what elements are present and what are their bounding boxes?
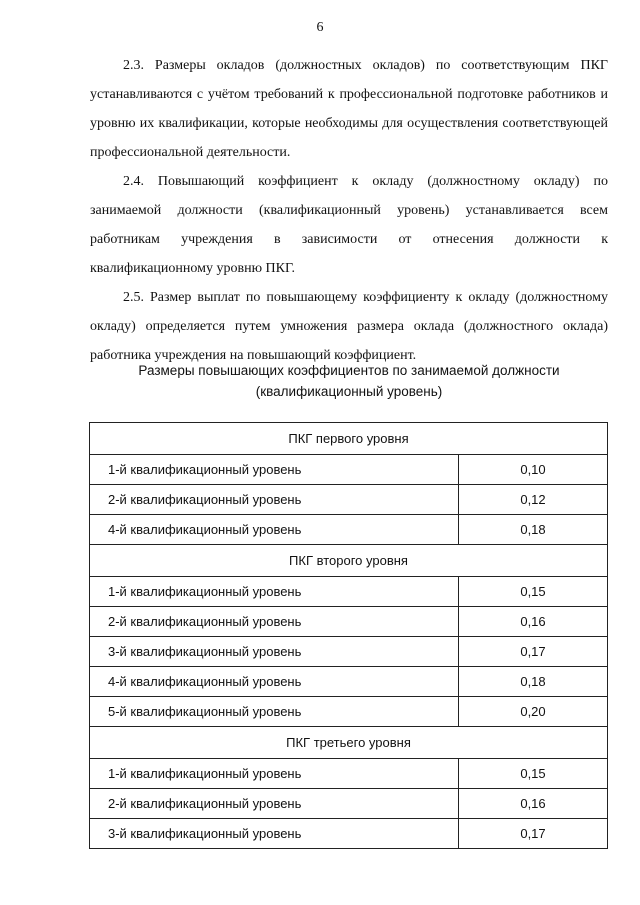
coefficient-cell: 0,16 bbox=[459, 789, 608, 819]
table-row bbox=[90, 515, 608, 545]
table-row bbox=[90, 607, 608, 637]
level-cell: 4-й квалификационный уровень bbox=[90, 515, 459, 545]
group-header-row bbox=[90, 545, 608, 577]
level-cell: 2-й квалификационный уровень bbox=[90, 485, 459, 515]
table-row bbox=[90, 697, 608, 727]
group-header-row bbox=[90, 423, 608, 455]
coefficient-cell: 0,16 bbox=[459, 607, 608, 637]
coefficient-cell: 0,20 bbox=[459, 697, 608, 727]
level-cell: 3-й квалификационный уровень bbox=[90, 637, 459, 667]
level-cell: 1-й квалификационный уровень bbox=[90, 759, 459, 789]
coefficient-cell: 0,15 bbox=[459, 577, 608, 607]
coefficient-cell: 0,18 bbox=[459, 667, 608, 697]
table-row bbox=[90, 485, 608, 515]
table-caption-line1: Размеры повышающих коэффициентов по занимаемой должности bbox=[138, 363, 560, 378]
table-row bbox=[90, 789, 608, 819]
table-row bbox=[90, 455, 608, 485]
level-cell: 2-й квалификационный уровень bbox=[90, 607, 459, 637]
table-row bbox=[90, 577, 608, 607]
table-caption bbox=[90, 360, 608, 402]
level-cell: 4-й квалификационный уровень bbox=[90, 667, 459, 697]
coefficient-cell: 0,10 bbox=[459, 455, 608, 485]
group-header-row bbox=[90, 727, 608, 759]
paragraph-2-4: 2.4. Повышающий коэффициент к окладу (должностному окладу) по занимаемой должности (квалификационный уровень) устанавливается всем работникам учреждения в зависимости от отнесения должности к квалификационному уровню ПКГ. bbox=[90, 174, 608, 276]
group-title: ПКГ первого уровня bbox=[90, 423, 608, 455]
body-text bbox=[90, 51, 608, 370]
page-number: 6 bbox=[316, 20, 324, 35]
coefficients-table bbox=[89, 422, 608, 849]
coefficient-cell: 0,15 bbox=[459, 759, 608, 789]
level-cell: 3-й квалификационный уровень bbox=[90, 819, 459, 849]
coefficient-cell: 0,17 bbox=[459, 819, 608, 849]
level-cell: 1-й квалификационный уровень bbox=[90, 455, 459, 485]
coefficient-cell: 0,17 bbox=[459, 637, 608, 667]
paragraph-2-5: 2.5. Размер выплат по повышающему коэффициенту к окладу (должностному окладу) определяется путем умножения размера оклада (должностного оклада) работника учреждения на повышающий коэффициент. bbox=[90, 290, 608, 363]
table-caption-line2: (квалификационный уровень) bbox=[255, 384, 443, 399]
level-cell: 5-й квалификационный уровень bbox=[90, 697, 459, 727]
paragraph-2-3: 2.3. Размеры окладов (должностных окладов) по соответствующим ПКГ устанавливаются с учётом требований к профессиональной подготовке работников и уровню их квалификации, которые необходимы для осуществления соответствующей профессиональной деятельности. bbox=[90, 58, 608, 160]
coefficient-cell: 0,12 bbox=[459, 485, 608, 515]
group-title: ПКГ второго уровня bbox=[90, 545, 608, 577]
coefficient-cell: 0,18 bbox=[459, 515, 608, 545]
level-cell: 2-й квалификационный уровень bbox=[90, 789, 459, 819]
level-cell: 1-й квалификационный уровень bbox=[90, 577, 459, 607]
table-row bbox=[90, 667, 608, 697]
table-row bbox=[90, 637, 608, 667]
table-row bbox=[90, 819, 608, 849]
group-title: ПКГ третьего уровня bbox=[90, 727, 608, 759]
table-row bbox=[90, 759, 608, 789]
